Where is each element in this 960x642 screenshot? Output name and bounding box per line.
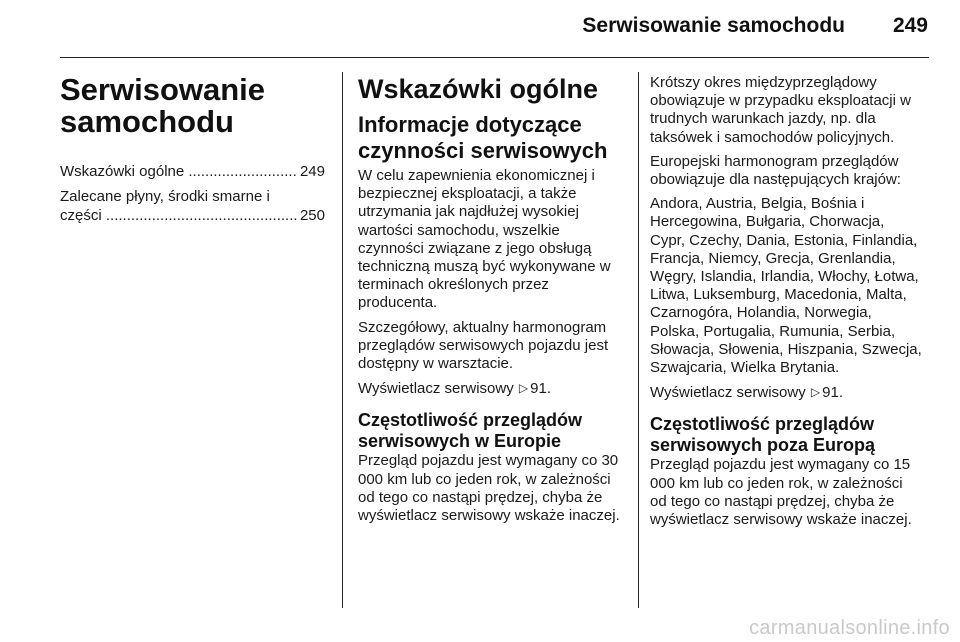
country-list: Andora, Austria, Belgia, Bośnia i Hercegowina, Bułgaria, Chorwacja, Cypr, Czechy, Dania, Estonia, Finlandia, Francja, Niemcy, Grecja, Grenlandia, Węgry, Islandia, Irlandia, Włochy, Łotwa, Litwa, Luksemburg, Macedonia, Malta, Czarnogóra, Holandia, Norwegia, Polska, Portugalia, Rumunia, Serbia, Słowacja, Słowenia, Hiszpania, Szwecja, Szwajcaria, Wielka Brytania. bbox=[650, 195, 922, 377]
cross-reference[interactable] bbox=[358, 379, 628, 398]
toc-item-page: 250 bbox=[299, 207, 325, 224]
triangle-right-icon: ▷ bbox=[810, 385, 821, 400]
column-divider-2 bbox=[638, 72, 639, 608]
paragraph: W celu zapewnienia ekonomicznej i bezpiecznej eksploatacji, a także utrzymania jak najdłużej wysokiej wartości samochodu, wszelkie czynności związane z jego obsługą techniczną muszą być wykonywane w terminach określonych przez producenta. bbox=[358, 167, 611, 312]
header-rule bbox=[60, 57, 929, 58]
page-number: 249 bbox=[892, 14, 928, 37]
paragraph: Szczegółowy, aktualny harmonogram przeglądów serwisowych pojazdu jest dostępny w warsztacie. bbox=[358, 318, 609, 373]
cross-reference-page: 91. bbox=[822, 384, 843, 402]
paragraph: Przegląd pojazdu jest wymagany co 30 000 km lub co jeden rok, w zależności od tego co nastąpi prędzej, chyba że wyświetlacz serwisowy wskaże inaczej. bbox=[358, 452, 620, 525]
toc-item-general-notes[interactable] bbox=[60, 162, 325, 181]
paragraph: Przegląd pojazdu jest wymagany co 15 000 km lub co jeden rok, w zależności od tego co nastąpi prędzej, chyba że wyświetlacz serwisowy wskaże inaczej. bbox=[650, 456, 912, 529]
paragraph: Europejski harmonogram przeglądów obowiązuje dla następujących krajów: bbox=[650, 152, 901, 189]
toc-item-label-line1: Zalecane płyny, środki smarne i bbox=[60, 188, 270, 205]
subsection-title-europe-intervals: Częstotliwość przeglądów serwisowych w Europie bbox=[358, 410, 583, 452]
subsection-title-service-info: Informacje dotyczące czynności serwisowych bbox=[358, 112, 608, 163]
chapter-title: Serwisowanie samochodu bbox=[60, 72, 266, 139]
toc-item-label: Wskazówki ogólne ..... bbox=[60, 162, 298, 181]
running-header-title: Serwisowanie samochodu bbox=[582, 14, 845, 37]
cross-reference-text: Wyświetlacz serwisowy bbox=[358, 380, 514, 398]
content-column-1 bbox=[358, 74, 628, 531]
toc-item-label-line2: części ..... bbox=[60, 206, 298, 225]
section-title: Wskazówki ogólne bbox=[358, 74, 599, 104]
toc-item-page: 249 bbox=[299, 163, 325, 180]
cross-reference-page: 91. bbox=[530, 380, 551, 398]
toc-column bbox=[60, 74, 325, 231]
toc-item-recommended-fluids[interactable] bbox=[60, 187, 325, 225]
content-column-2 bbox=[650, 74, 922, 535]
column-divider-1 bbox=[342, 72, 343, 608]
watermark: carmanualsonline.info bbox=[749, 617, 950, 639]
cross-reference[interactable] bbox=[650, 383, 922, 402]
subsection-title-outside-europe-intervals: Częstotliwość przeglądów serwisowych poza Europą bbox=[650, 414, 876, 456]
triangle-right-icon: ▷ bbox=[518, 381, 529, 396]
paragraph: Krótszy okres międzyprzeglądowy obowiązuje w przypadku eksploatacji w trudnych warunkach jazdy, np. dla taksówek i samochodów policyjnych. bbox=[650, 74, 911, 146]
cross-reference-text: Wyświetlacz serwisowy bbox=[650, 384, 806, 402]
